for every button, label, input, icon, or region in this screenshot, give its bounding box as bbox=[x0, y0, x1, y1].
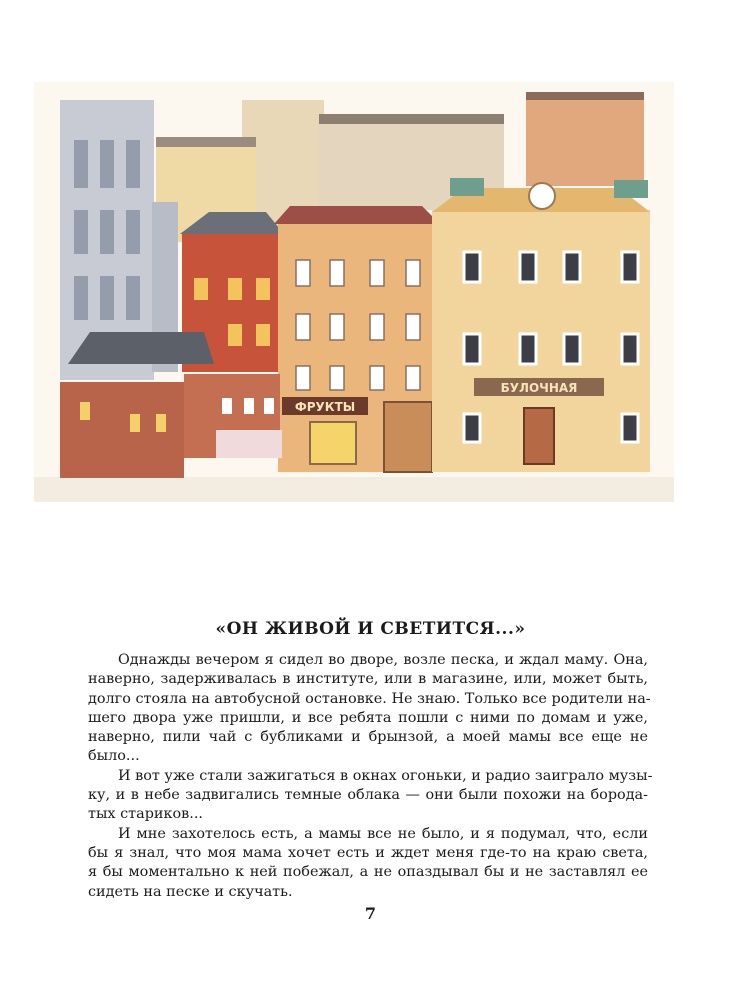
chapter-title: «ОН ЖИВОЙ И СВЕТИТСЯ...» bbox=[215, 619, 526, 639]
text-line: тых стариков... bbox=[88, 806, 203, 823]
text-line: И вот уже стали зажигаться в окнах огоньки, и радио заиграло музы- bbox=[118, 767, 653, 784]
fruits-sign-text: ФРУКТЫ bbox=[294, 400, 356, 414]
background-building-right bbox=[526, 92, 644, 186]
text-line: Однажды вечером я сидел во дворе, возле песка, и ждал маму. Она, bbox=[118, 652, 648, 668]
shop-entrance bbox=[384, 402, 432, 472]
text-line: я бы моментально к ней побежал, а не опаздывал бы и не заставлял ее bbox=[88, 864, 648, 881]
text-line: шего двора уже пришли, и все ребята пошли с ними по домам и уже, bbox=[88, 709, 648, 726]
sidewalk bbox=[34, 477, 674, 502]
peach-apartment bbox=[274, 206, 440, 472]
text-line: было... bbox=[88, 748, 140, 765]
text-line: долго стояла на автобусной остановке. Не знаю. Только все родители на- bbox=[88, 690, 651, 707]
bakery-sign-text: БУЛОЧНАЯ bbox=[500, 381, 578, 395]
text-line: ку, и в небе задвигались темные облака — они были похожи на борода- bbox=[88, 787, 648, 804]
text-line: И мне захотелось есть, а мамы все не было, и я подумал, что, если bbox=[118, 825, 648, 842]
bakery-building bbox=[432, 178, 650, 472]
street-illustration bbox=[34, 82, 674, 502]
text-line: наверно, задерживалась в институте, или в магазине, или, может быть, bbox=[88, 671, 648, 688]
street-illustration-drawing bbox=[34, 82, 674, 502]
text-line: наверно, пили чай с бубликами и брынзой, а моей мамы все еще не bbox=[88, 729, 648, 746]
fruits-shop-window bbox=[310, 422, 356, 464]
text-line: бы я знал, что моя мама хочет есть и ждет меня где-то на краю света, bbox=[88, 844, 648, 861]
text-line: сидеть на песке и скучать. bbox=[88, 883, 293, 900]
page-number: 7 bbox=[364, 904, 377, 923]
chapter-body bbox=[88, 651, 653, 902]
bakery-door bbox=[524, 408, 554, 464]
